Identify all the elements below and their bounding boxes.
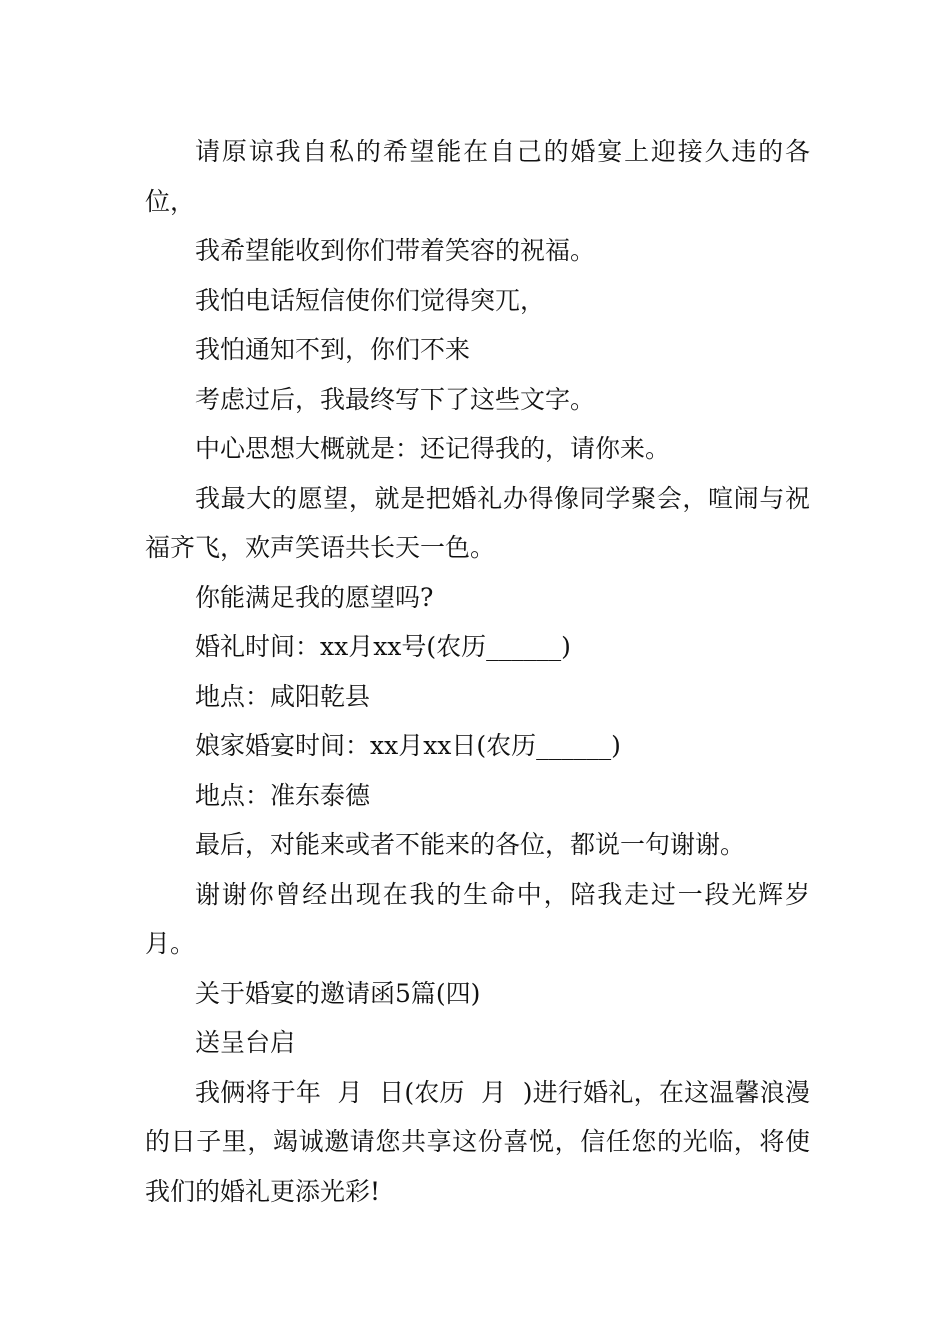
bride-family-banquet-time-line: 娘家婚宴时间：xx月xx日(农历______)	[195, 731, 621, 760]
paragraph: 我希望能收到你们带着笑容的祝福。	[195, 236, 596, 265]
paragraph: 考虑过后，我最终写下了这些文字。	[195, 384, 596, 414]
paragraph: 请原谅我自私的希望能在自己的婚宴上迎接久违的各位，	[145, 137, 810, 216]
paragraph: 谢谢你曾经出现在我的生命中，陪我走过一段光辉岁月。	[145, 879, 810, 958]
section-title: 关于婚宴的邀请函5篇(四)	[195, 978, 481, 1008]
paragraph: 我俩将于年 月 日(农历 月 )进行婚礼，在这温馨浪漫的日子里，竭诚邀请您共享这份喜悦，信任您的光临，将使我们的婚礼更添光彩!	[145, 1077, 810, 1206]
wedding-time-line: 婚礼时间：xx月xx号(农历______)	[195, 632, 571, 661]
paragraph: 我怕通知不到，你们不来	[195, 335, 471, 364]
paragraph: 你能满足我的愿望吗?	[195, 582, 434, 612]
paragraph: 我怕电话短信使你们觉得突兀，	[195, 285, 546, 315]
salutation: 送呈台启	[195, 1028, 296, 1057]
paragraph: 中心思想大概就是：还记得我的，请你来。	[195, 434, 671, 463]
bride-family-banquet-location-line: 地点：准东泰德	[195, 780, 371, 810]
paragraph: 最后，对能来或者不能来的各位，都说一句谢谢。	[195, 830, 746, 859]
wedding-location-line: 地点：咸阳乾县	[195, 681, 371, 711]
paragraph: 我最大的愿望，就是把婚礼办得像同学聚会，喧闹与祝福齐飞，欢声笑语共长天一色。	[145, 483, 810, 562]
document-body	[145, 127, 810, 1216]
